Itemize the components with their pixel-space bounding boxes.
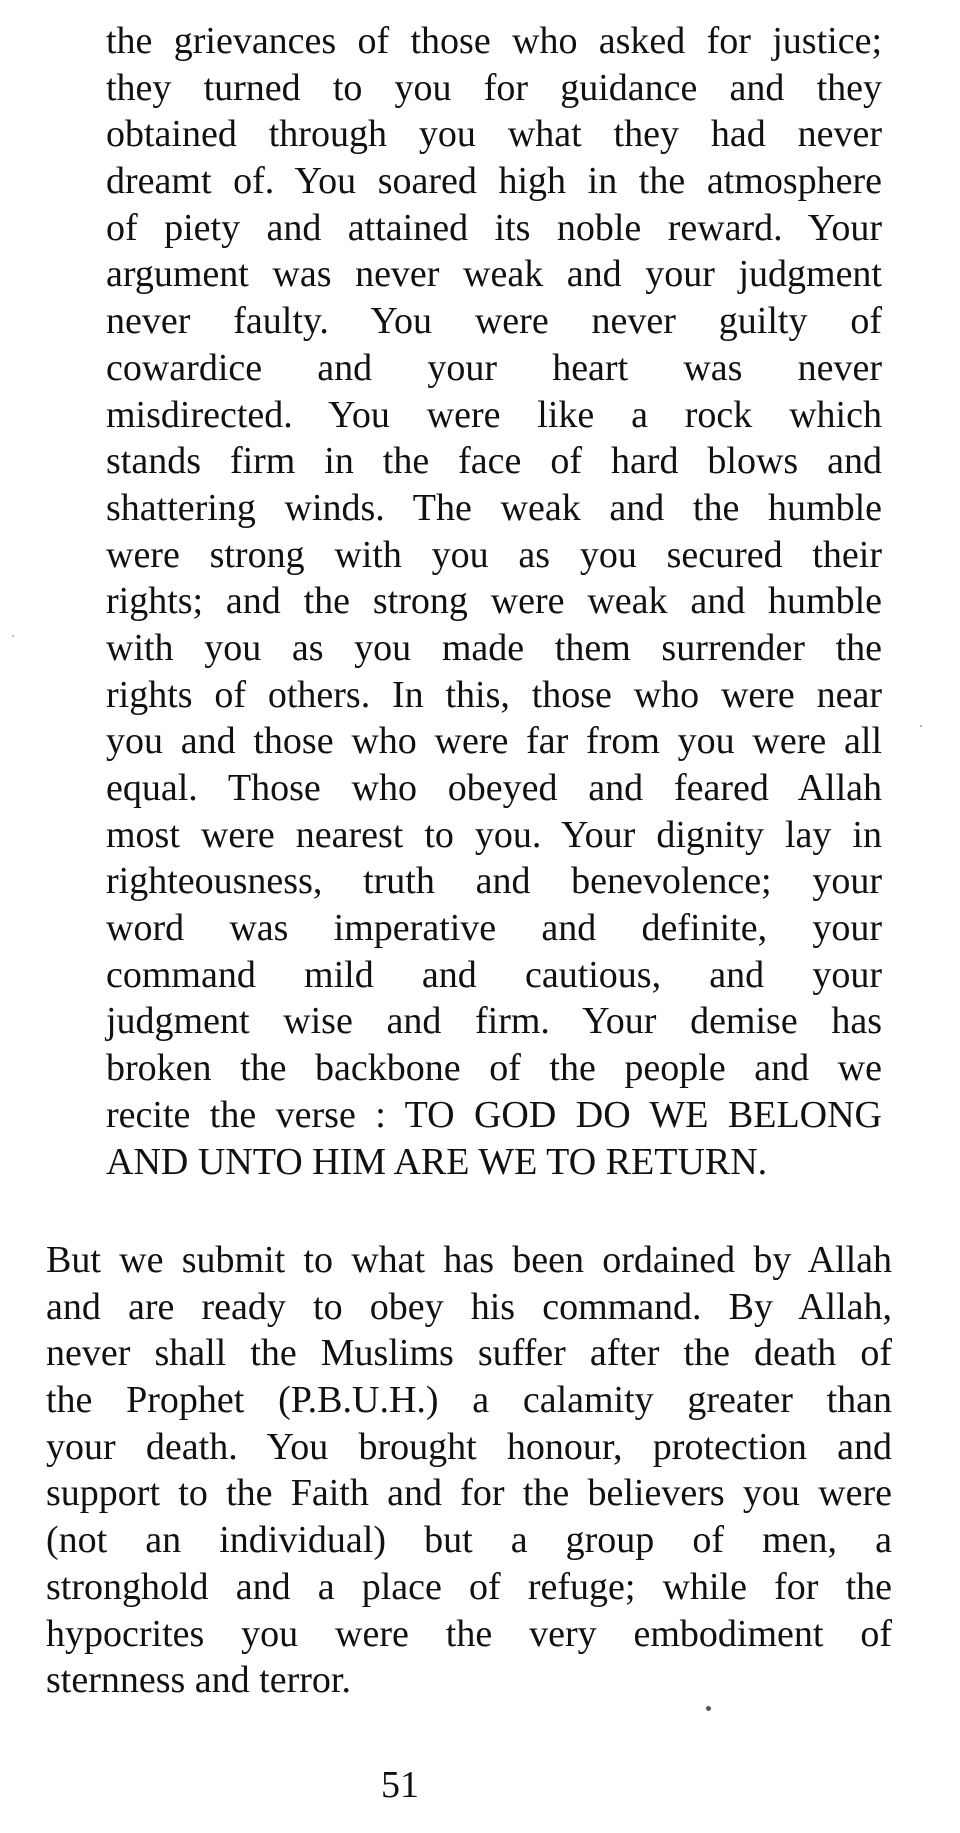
- scan-speck: [12, 635, 14, 637]
- text-line: and are ready to obey his command. By Allah,: [46, 1285, 892, 1328]
- text-line: with you as you made them surrender the: [106, 626, 882, 669]
- text-line: they turned to you for guidance and they: [106, 66, 882, 109]
- text-line: shattering winds. The weak and the humble: [106, 486, 882, 529]
- scan-speck: [706, 1706, 711, 1711]
- text-line: your death. You brought honour, protection and: [46, 1425, 892, 1468]
- text-line: (not an individual) but a group of men, a: [46, 1519, 892, 1562]
- text-line: were strong with you as you secured their: [106, 533, 882, 576]
- text-line: judgment wise and firm. Your demise has: [106, 1000, 882, 1043]
- text-line: command mild and cautious, and your: [106, 953, 882, 996]
- text-line: misdirected. You were like a rock which: [106, 393, 882, 436]
- text-line: most were nearest to you. Your dignity lay in: [106, 813, 882, 856]
- text-line: broken the backbone of the people and we: [106, 1047, 882, 1090]
- text-line: of piety and attained its noble reward. Your: [106, 206, 882, 249]
- scan-speck: [920, 725, 922, 727]
- text-line: rights; and the strong were weak and humble: [106, 580, 882, 623]
- full-width-paragraph: [46, 1237, 892, 1704]
- text-line: obtained through you what they had never: [106, 113, 882, 156]
- text-line: word was imperative and definite, your: [106, 907, 882, 950]
- text-line: AND UNTO HIM ARE WE TO RETURN.: [106, 1140, 768, 1183]
- page-number: 51: [381, 1764, 419, 1806]
- text-line: stands firm in the face of hard blows and: [106, 440, 882, 483]
- text-line: rights of others. In this, those who were near: [106, 673, 882, 716]
- text-line: dreamt of. You soared high in the atmosphere: [106, 160, 882, 203]
- text-line: you and those who were far from you were all: [106, 720, 882, 763]
- text-line: argument was never weak and your judgment: [106, 253, 882, 296]
- text-line: the grievances of those who asked for justice;: [106, 20, 882, 62]
- text-line: But we submit to what has been ordained by Allah: [46, 1239, 892, 1281]
- text-line: the Prophet (P.B.U.H.) a calamity greater than: [46, 1379, 892, 1422]
- text-line: sternness and terror.: [46, 1659, 351, 1702]
- text-line: hypocrites you were the very embodiment of: [46, 1612, 892, 1655]
- text-line: never shall the Muslims suffer after the death of: [46, 1332, 892, 1375]
- text-line: recite the verse : TO GOD DO WE BELONG: [106, 1093, 882, 1136]
- text-line: never faulty. You were never guilty of: [106, 300, 882, 343]
- indented-paragraph: [106, 18, 882, 1185]
- text-line: equal. Those who obeyed and feared Allah: [106, 767, 882, 809]
- text-line: righteousness, truth and benevolence; your: [106, 860, 882, 903]
- text-line: cowardice and your heart was never: [106, 346, 882, 389]
- text-line: support to the Faith and for the believers you were: [46, 1472, 892, 1515]
- text-line: stronghold and a place of refuge; while for the: [46, 1565, 892, 1608]
